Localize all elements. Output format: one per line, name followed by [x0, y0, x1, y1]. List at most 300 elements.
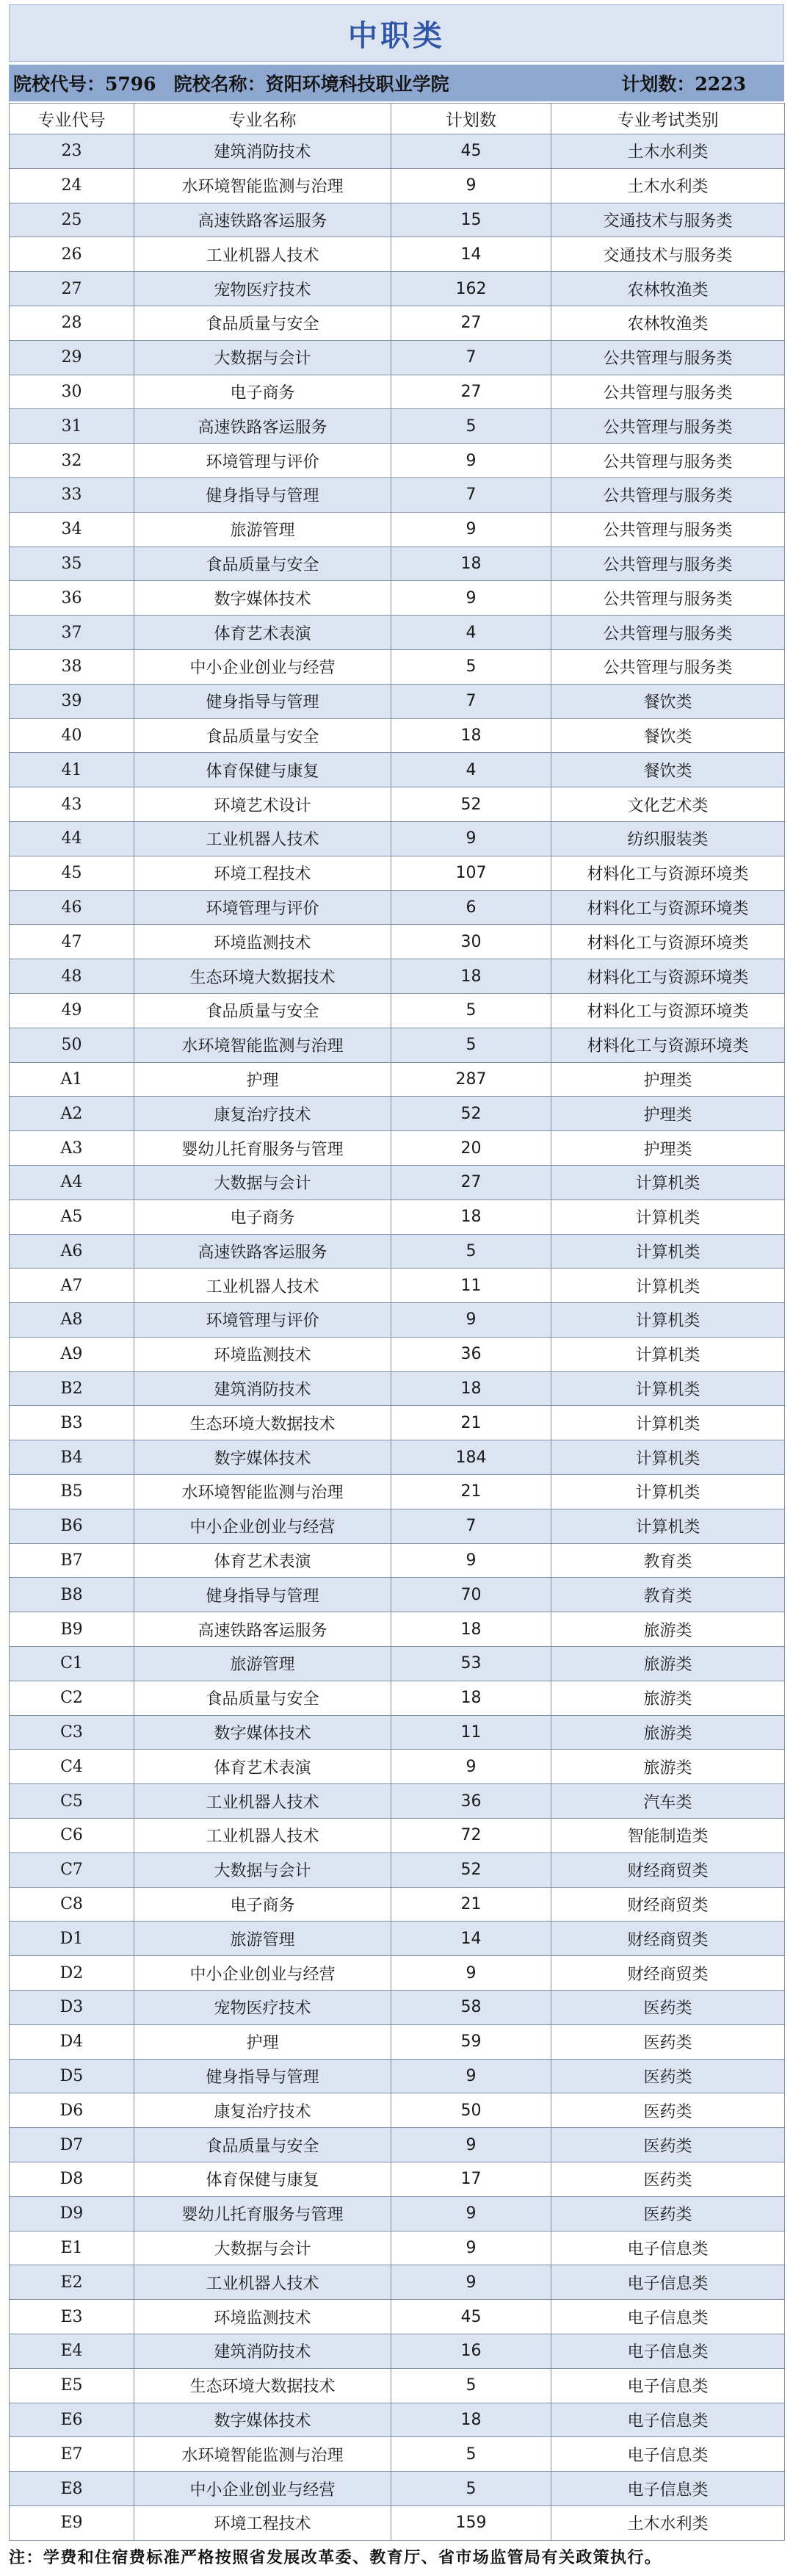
plan-count-cell: 5: [391, 2437, 551, 2472]
major-name-cell: 数字媒体技术: [134, 1440, 391, 1475]
major-name-cell: 环境艺术设计: [134, 787, 391, 822]
table-row: [10, 1337, 785, 1371]
exam-category-cell: 医药类: [551, 2059, 785, 2093]
major-code-cell: 32: [10, 444, 134, 478]
plan-count-cell: 9: [391, 168, 551, 203]
major-name-cell: 体育艺术表演: [134, 1750, 391, 1784]
table-row: [10, 340, 785, 375]
plan-count-cell: 70: [391, 1578, 551, 1612]
exam-category-cell: 土木水利类: [551, 2505, 785, 2540]
major-code-cell: D7: [10, 2128, 134, 2162]
major-name-cell: 建筑消防技术: [134, 1371, 391, 1406]
major-name-cell: 水环境智能监测与治理: [134, 1028, 391, 1062]
major-code-cell: E3: [10, 2300, 134, 2334]
exam-category-cell: 文化艺术类: [551, 787, 785, 822]
exam-category-cell: 旅游类: [551, 1750, 785, 1784]
plan-count-cell: 159: [391, 2505, 551, 2540]
table-row: [10, 272, 785, 306]
plan-count-cell: 9: [391, 1750, 551, 1784]
table-row: [10, 546, 785, 581]
enrollment-plan-table: [9, 103, 785, 2541]
major-code-cell: D2: [10, 1956, 134, 1991]
table-row: [10, 993, 785, 1028]
major-name-cell: 水环境智能监测与治理: [134, 1475, 391, 1509]
plan-count-cell: 21: [391, 1406, 551, 1440]
major-code-cell: 40: [10, 718, 134, 753]
table-row: [10, 1612, 785, 1647]
exam-category-cell: 公共管理与服务类: [551, 477, 785, 512]
exam-category-cell: 计算机类: [551, 1475, 785, 1509]
exam-category-cell: 公共管理与服务类: [551, 444, 785, 478]
table-row: [10, 616, 785, 650]
major-code-cell: C5: [10, 1784, 134, 1819]
exam-category-cell: 计算机类: [551, 1406, 785, 1440]
major-code-cell: 47: [10, 925, 134, 959]
major-code-cell: A5: [10, 1199, 134, 1234]
plan-count-cell: 184: [391, 1440, 551, 1475]
table-row: [10, 1784, 785, 1819]
major-name-cell: 环境监测技术: [134, 925, 391, 959]
table-row: [10, 203, 785, 237]
major-name-cell: 电子商务: [134, 1199, 391, 1234]
major-code-cell: C8: [10, 1887, 134, 1922]
exam-category-cell: 智能制造类: [551, 1819, 785, 1853]
major-name-cell: 电子商务: [134, 375, 391, 409]
exam-category-cell: 计算机类: [551, 1269, 785, 1303]
table-row: [10, 1887, 785, 1922]
exam-category-cell: 材料化工与资源环境类: [551, 993, 785, 1028]
table-row: [10, 925, 785, 959]
major-name-cell: 健身指导与管理: [134, 2059, 391, 2093]
table-row: [10, 134, 785, 169]
table-row: [10, 2162, 785, 2197]
exam-category-cell: 公共管理与服务类: [551, 512, 785, 546]
major-name-cell: 环境管理与评价: [134, 890, 391, 925]
exam-category-cell: 护理类: [551, 1097, 785, 1131]
major-name-cell: 环境管理与评价: [134, 444, 391, 478]
major-code-cell: B4: [10, 1440, 134, 1475]
plan-count-cell: 36: [391, 1784, 551, 1819]
major-name-cell: 大数据与会计: [134, 2231, 391, 2265]
major-code-cell: D5: [10, 2059, 134, 2093]
major-code-cell: 48: [10, 959, 134, 994]
plan-count-cell: 5: [391, 1028, 551, 1062]
plan-count-cell: 5: [391, 993, 551, 1028]
major-name-cell: 体育艺术表演: [134, 1543, 391, 1578]
major-code-cell: 23: [10, 134, 134, 169]
major-code-cell: D3: [10, 1991, 134, 2025]
table-row: [10, 2437, 785, 2472]
plan-count-cell: 18: [391, 1681, 551, 1715]
exam-category-cell: 旅游类: [551, 1612, 785, 1647]
major-name-cell: 中小企业创业与经营: [134, 2472, 391, 2506]
table-row: [10, 753, 785, 787]
major-code-cell: A1: [10, 1062, 134, 1097]
major-code-cell: C7: [10, 1852, 134, 1887]
major-code-cell: C2: [10, 1681, 134, 1715]
table-row: [10, 306, 785, 340]
table-row: [10, 1922, 785, 1956]
exam-category-cell: 公共管理与服务类: [551, 409, 785, 444]
plan-count-cell: 45: [391, 134, 551, 169]
table-row: [10, 1819, 785, 1853]
exam-category-cell: 土木水利类: [551, 168, 785, 203]
table-row: [10, 821, 785, 856]
major-code-cell: D4: [10, 2024, 134, 2059]
table-row: [10, 168, 785, 203]
plan-count-cell: 9: [391, 821, 551, 856]
major-code-cell: 28: [10, 306, 134, 340]
major-name-cell: 工业机器人技术: [134, 1819, 391, 1853]
major-code-cell: 30: [10, 375, 134, 409]
exam-category-cell: 计算机类: [551, 1440, 785, 1475]
exam-category-cell: 公共管理与服务类: [551, 616, 785, 650]
table-row: [10, 375, 785, 409]
table-row: [10, 2403, 785, 2437]
exam-category-cell: 医药类: [551, 2093, 785, 2128]
table-row: [10, 2472, 785, 2506]
plan-count-cell: 52: [391, 1852, 551, 1887]
major-name-cell: 食品质量与安全: [134, 718, 391, 753]
major-code-cell: A7: [10, 1269, 134, 1303]
plan-count-cell: 5: [391, 2368, 551, 2403]
major-code-cell: 34: [10, 512, 134, 546]
major-name-cell: 食品质量与安全: [134, 1681, 391, 1715]
major-code-cell: C4: [10, 1750, 134, 1784]
major-code-cell: C1: [10, 1647, 134, 1681]
table-row: [10, 1234, 785, 1269]
major-code-cell: 39: [10, 684, 134, 718]
major-name-cell: 食品质量与安全: [134, 306, 391, 340]
plan-count-cell: 18: [391, 1199, 551, 1234]
major-code-cell: 46: [10, 890, 134, 925]
major-name-cell: 水环境智能监测与治理: [134, 2437, 391, 2472]
exam-category-cell: 电子信息类: [551, 2472, 785, 2506]
major-code-cell: 45: [10, 856, 134, 890]
table-row: [10, 959, 785, 994]
plan-count-cell: 18: [391, 2403, 551, 2437]
exam-category-cell: 材料化工与资源环境类: [551, 1028, 785, 1062]
major-name-cell: 建筑消防技术: [134, 2334, 391, 2369]
major-code-cell: A8: [10, 1303, 134, 1338]
exam-category-cell: 餐饮类: [551, 753, 785, 787]
plan-count-cell: 9: [391, 2196, 551, 2231]
table-body: [10, 134, 785, 2541]
table-row: [10, 2368, 785, 2403]
plan-count-cell: 59: [391, 2024, 551, 2059]
plan-count-cell: 45: [391, 2300, 551, 2334]
major-name-cell: 食品质量与安全: [134, 993, 391, 1028]
header-major-code: 专业代号: [10, 104, 134, 134]
major-code-cell: E5: [10, 2368, 134, 2403]
major-code-cell: E1: [10, 2231, 134, 2265]
plan-count-cell: 9: [391, 1956, 551, 1991]
plan-count-cell: 5: [391, 1234, 551, 1269]
plan-count-cell: 27: [391, 375, 551, 409]
exam-category-cell: 材料化工与资源环境类: [551, 925, 785, 959]
table-row: [10, 2505, 785, 2540]
plan-count-cell: 27: [391, 1165, 551, 1199]
major-name-cell: 电子商务: [134, 1887, 391, 1922]
major-name-cell: 工业机器人技术: [134, 237, 391, 272]
plan-count-cell: 11: [391, 1269, 551, 1303]
plan-count-cell: 18: [391, 1371, 551, 1406]
exam-category-cell: 计算机类: [551, 1199, 785, 1234]
major-code-cell: B9: [10, 1612, 134, 1647]
table-row: [10, 1269, 785, 1303]
plan-count-cell: 11: [391, 1715, 551, 1750]
table-header-row: [10, 104, 785, 134]
major-code-cell: D1: [10, 1922, 134, 1956]
major-code-cell: A4: [10, 1165, 134, 1199]
table-row: [10, 1199, 785, 1234]
plan-count-cell: 6: [391, 890, 551, 925]
plan-count-cell: 21: [391, 1475, 551, 1509]
table-row: [10, 2300, 785, 2334]
major-code-cell: B5: [10, 1475, 134, 1509]
table-row: [10, 512, 785, 546]
major-code-cell: 33: [10, 477, 134, 512]
table-row: [10, 409, 785, 444]
major-name-cell: 环境管理与评价: [134, 1303, 391, 1338]
exam-category-cell: 电子信息类: [551, 2368, 785, 2403]
exam-category-cell: 电子信息类: [551, 2334, 785, 2369]
header-plan-count: 计划数: [391, 104, 551, 134]
major-name-cell: 食品质量与安全: [134, 2128, 391, 2162]
major-name-cell: 旅游管理: [134, 1922, 391, 1956]
table-row: [10, 2265, 785, 2300]
plan-count-cell: 9: [391, 2059, 551, 2093]
major-name-cell: 环境监测技术: [134, 2300, 391, 2334]
major-name-cell: 环境工程技术: [134, 2505, 391, 2540]
plan-count-cell: 50: [391, 2093, 551, 2128]
exam-category-cell: 医药类: [551, 2024, 785, 2059]
major-code-cell: B6: [10, 1509, 134, 1543]
footnote: 注：学费和住宿费标准严格按照省发展改革委、教育厅、省市场监管局有关政策执行。: [9, 2548, 662, 2567]
major-code-cell: 26: [10, 237, 134, 272]
exam-category-cell: 计算机类: [551, 1165, 785, 1199]
major-code-cell: E2: [10, 2265, 134, 2300]
plan-count-cell: 27: [391, 306, 551, 340]
exam-category-cell: 公共管理与服务类: [551, 546, 785, 581]
major-name-cell: 中小企业创业与经营: [134, 649, 391, 684]
major-name-cell: 数字媒体技术: [134, 1715, 391, 1750]
table-row: [10, 2196, 785, 2231]
exam-category-cell: 交通技术与服务类: [551, 237, 785, 272]
plan-count-cell: 7: [391, 1509, 551, 1543]
major-name-cell: 环境监测技术: [134, 1337, 391, 1371]
exam-category-cell: 材料化工与资源环境类: [551, 959, 785, 994]
exam-category-cell: 护理类: [551, 1062, 785, 1097]
exam-category-cell: 医药类: [551, 1991, 785, 2025]
major-code-cell: C3: [10, 1715, 134, 1750]
table-row: [10, 1647, 785, 1681]
exam-category-cell: 财经商贸类: [551, 1887, 785, 1922]
exam-category-cell: 医药类: [551, 2196, 785, 2231]
exam-category-cell: 教育类: [551, 1578, 785, 1612]
major-code-cell: 25: [10, 203, 134, 237]
exam-category-cell: 财经商贸类: [551, 1852, 785, 1887]
major-code-cell: 50: [10, 1028, 134, 1062]
major-name-cell: 工业机器人技术: [134, 1784, 391, 1819]
table-row: [10, 477, 785, 512]
plan-count-cell: 5: [391, 409, 551, 444]
major-name-cell: 工业机器人技术: [134, 1269, 391, 1303]
table-row: [10, 1956, 785, 1991]
exam-category-cell: 纺织服装类: [551, 821, 785, 856]
major-code-cell: 44: [10, 821, 134, 856]
exam-category-cell: 教育类: [551, 1543, 785, 1578]
major-name-cell: 生态环境大数据技术: [134, 1406, 391, 1440]
exam-category-cell: 公共管理与服务类: [551, 340, 785, 375]
table-row: [10, 1165, 785, 1199]
exam-category-cell: 电子信息类: [551, 2300, 785, 2334]
plan-count-cell: 107: [391, 856, 551, 890]
major-name-cell: 中小企业创业与经营: [134, 1509, 391, 1543]
major-code-cell: E9: [10, 2505, 134, 2540]
major-name-cell: 健身指导与管理: [134, 477, 391, 512]
table-row: [10, 1406, 785, 1440]
major-code-cell: 43: [10, 787, 134, 822]
plan-count-cell: 5: [391, 2472, 551, 2506]
major-code-cell: 49: [10, 993, 134, 1028]
plan-count-cell: 14: [391, 237, 551, 272]
plan-count-cell: 9: [391, 1303, 551, 1338]
major-name-cell: 护理: [134, 2024, 391, 2059]
plan-total: 计划数：2223: [621, 73, 746, 95]
exam-category-cell: 电子信息类: [551, 2437, 785, 2472]
major-name-cell: 康复治疗技术: [134, 1097, 391, 1131]
table-row: [10, 856, 785, 890]
exam-category-cell: 旅游类: [551, 1647, 785, 1681]
major-code-cell: A6: [10, 1234, 134, 1269]
exam-category-cell: 电子信息类: [551, 2265, 785, 2300]
plan-count-cell: 287: [391, 1062, 551, 1097]
major-name-cell: 体育保健与康复: [134, 2162, 391, 2197]
table-row: [10, 2093, 785, 2128]
exam-category-cell: 计算机类: [551, 1337, 785, 1371]
major-name-cell: 水环境智能监测与治理: [134, 168, 391, 203]
exam-category-cell: 汽车类: [551, 1784, 785, 1819]
major-code-cell: 29: [10, 340, 134, 375]
exam-category-cell: 材料化工与资源环境类: [551, 890, 785, 925]
table-row: [10, 718, 785, 753]
table-row: [10, 1852, 785, 1887]
exam-category-cell: 农林牧渔类: [551, 306, 785, 340]
plan-count-cell: 4: [391, 616, 551, 650]
major-code-cell: D9: [10, 2196, 134, 2231]
plan-count-cell: 9: [391, 2231, 551, 2265]
major-name-cell: 旅游管理: [134, 1647, 391, 1681]
exam-category-cell: 计算机类: [551, 1509, 785, 1543]
table-row: [10, 444, 785, 478]
exam-category-cell: 旅游类: [551, 1681, 785, 1715]
major-code-cell: B8: [10, 1578, 134, 1612]
major-name-cell: 数字媒体技术: [134, 581, 391, 616]
table-row: [10, 787, 785, 822]
header-major-name: 专业名称: [134, 104, 391, 134]
plan-count-cell: 14: [391, 1922, 551, 1956]
major-code-cell: D6: [10, 2093, 134, 2128]
major-name-cell: 体育保健与康复: [134, 753, 391, 787]
major-name-cell: 旅游管理: [134, 512, 391, 546]
page-title: 中职类: [9, 4, 784, 62]
exam-category-cell: 公共管理与服务类: [551, 375, 785, 409]
plan-count-cell: 21: [391, 1887, 551, 1922]
table-row: [10, 1681, 785, 1715]
major-name-cell: 健身指导与管理: [134, 1578, 391, 1612]
table-row: [10, 1303, 785, 1338]
major-code-cell: A3: [10, 1131, 134, 1166]
plan-count-cell: 18: [391, 959, 551, 994]
plan-count-cell: 17: [391, 2162, 551, 2197]
major-code-cell: 24: [10, 168, 134, 203]
table-row: [10, 237, 785, 272]
school-name: 院校名称：资阳环境科技职业学院: [173, 73, 449, 95]
plan-count-cell: 7: [391, 477, 551, 512]
exam-category-cell: 计算机类: [551, 1303, 785, 1338]
major-name-cell: 大数据与会计: [134, 1165, 391, 1199]
major-name-cell: 食品质量与安全: [134, 546, 391, 581]
exam-category-cell: 材料化工与资源环境类: [551, 856, 785, 890]
plan-count-cell: 18: [391, 546, 551, 581]
major-name-cell: 康复治疗技术: [134, 2093, 391, 2128]
exam-category-cell: 电子信息类: [551, 2403, 785, 2437]
major-code-cell: B2: [10, 1371, 134, 1406]
exam-category-cell: 医药类: [551, 2128, 785, 2162]
exam-category-cell: 公共管理与服务类: [551, 649, 785, 684]
major-code-cell: C6: [10, 1819, 134, 1853]
exam-category-cell: 电子信息类: [551, 2231, 785, 2265]
plan-count-cell: 52: [391, 1097, 551, 1131]
major-code-cell: 35: [10, 546, 134, 581]
major-code-cell: 38: [10, 649, 134, 684]
plan-count-cell: 7: [391, 684, 551, 718]
plan-count-cell: 7: [391, 340, 551, 375]
major-code-cell: 41: [10, 753, 134, 787]
plan-count-cell: 162: [391, 272, 551, 306]
major-code-cell: B7: [10, 1543, 134, 1578]
plan-count-cell: 5: [391, 649, 551, 684]
major-code-cell: 27: [10, 272, 134, 306]
table-row: [10, 1715, 785, 1750]
table-row: [10, 2059, 785, 2093]
major-code-cell: D8: [10, 2162, 134, 2197]
table-row: [10, 890, 785, 925]
table-row: [10, 2128, 785, 2162]
major-name-cell: 环境工程技术: [134, 856, 391, 890]
major-name-cell: 工业机器人技术: [134, 821, 391, 856]
major-code-cell: 37: [10, 616, 134, 650]
major-code-cell: E6: [10, 2403, 134, 2437]
major-code-cell: E8: [10, 2472, 134, 2506]
exam-category-cell: 医药类: [551, 2162, 785, 2197]
plan-count-cell: 18: [391, 1612, 551, 1647]
major-code-cell: A2: [10, 1097, 134, 1131]
plan-count-cell: 16: [391, 2334, 551, 2369]
plan-count-cell: 9: [391, 2265, 551, 2300]
plan-count-cell: 30: [391, 925, 551, 959]
table-row: [10, 1509, 785, 1543]
exam-category-cell: 财经商贸类: [551, 1956, 785, 1991]
plan-count-cell: 9: [391, 1543, 551, 1578]
table-row: [10, 1578, 785, 1612]
table-row: [10, 2334, 785, 2369]
plan-count-cell: 15: [391, 203, 551, 237]
major-name-cell: 高速铁路客运服务: [134, 1234, 391, 1269]
school-code: 院校代号：5796: [13, 73, 156, 95]
table-row: [10, 1543, 785, 1578]
